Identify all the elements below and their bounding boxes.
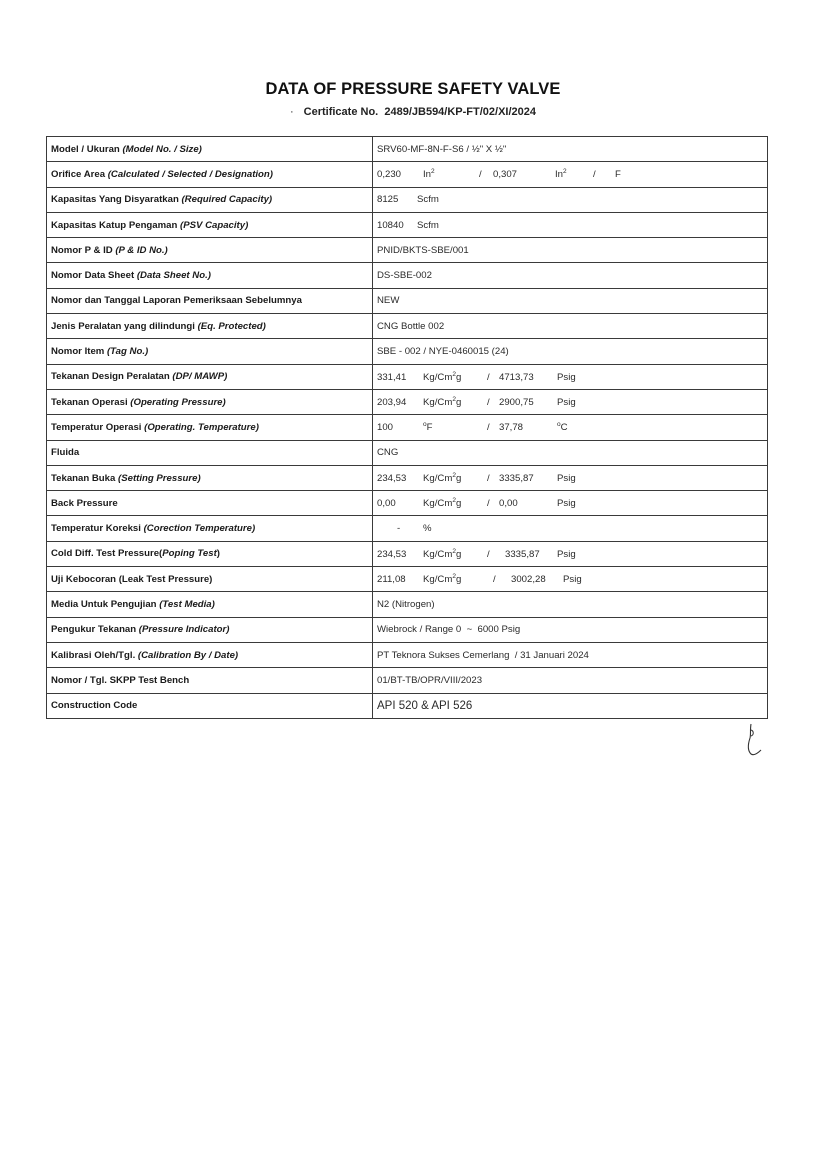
table-row (47, 440, 768, 465)
row-label: Nomor P & ID (P & ID No.) (47, 238, 373, 263)
row-label: Tekanan Operasi (Operating Pressure) (47, 389, 373, 414)
row-value: 211,08 Kg/Cm$^2$g / 3002,28 Psig (373, 567, 768, 592)
row-value: DS-SBE-002 (373, 263, 768, 288)
row-label: Cold Diff. Test Pressure(Poping Test) (47, 541, 373, 566)
table-row (47, 642, 768, 667)
row-value: 8125 Scfm (373, 187, 768, 212)
row-label: Nomor dan Tanggal Laporan Pemeriksaan Sebelumnya (47, 288, 373, 313)
row-value: 0,00 Kg/Cm$^2$g / 0,00 Psig (373, 491, 768, 516)
table-row (47, 238, 768, 263)
row-label: Fluida (47, 440, 373, 465)
table-row (47, 314, 768, 339)
row-value: NEW (373, 288, 768, 313)
certificate-number: 2489/JB594/KP-FT/02/XI/2024 (384, 106, 537, 118)
row-value: - % (373, 516, 768, 541)
row-label: Model / Ukuran (Model No. / Size) (47, 137, 373, 162)
row-label: Construction Code (47, 693, 373, 718)
row-label: Jenis Peralatan yang dilindungi (Eq. Protected) (47, 314, 373, 339)
row-value: SRV60-MF-8N-F-S6 / ½" X ½" (373, 137, 768, 162)
row-value: SBE - 002 / NYE-0460015 (24) (373, 339, 768, 364)
document-title: DATA OF PRESSURE SAFETY VALVE (265, 80, 561, 98)
row-value: PNID/BKTS-SBE/001 (373, 238, 768, 263)
table-row (47, 415, 768, 440)
bullet-icon: · (289, 106, 294, 118)
row-value: 100 $^o$F / 37,78 $^o$C (373, 415, 768, 440)
table-row (47, 187, 768, 212)
row-value: Wiebrock / Range 0 ~ 6000 Psig (373, 617, 768, 642)
row-label: Kapasitas Yang Disyaratkan (Required Capacity) (47, 187, 373, 212)
row-label: Tekanan Design Peralatan (DP/ MAWP) (47, 364, 373, 389)
row-value: PT Teknora Sukses Cemerlang / 31 Januari 2024 (373, 642, 768, 667)
table-row (47, 567, 768, 592)
row-label: Kalibrasi Oleh/Tgl. (Calibration By / Date) (47, 642, 373, 667)
row-label: Nomor Item (Tag No.) (47, 339, 373, 364)
table-row (47, 339, 768, 364)
table-row (47, 541, 768, 566)
row-value: 234,53 Kg/Cm$^2$g / 3335,87 Psig (373, 541, 768, 566)
table-row (47, 465, 768, 490)
table-row (47, 263, 768, 288)
row-label: Pengukur Tekanan (Pressure Indicator) (47, 617, 373, 642)
table-row (47, 364, 768, 389)
row-label: Temperatur Operasi (Operating. Temperature) (47, 415, 373, 440)
row-value: 10840 Scfm (373, 212, 768, 237)
row-label: Uji Kebocoran (Leak Test Pressure) (47, 567, 373, 592)
table-row (47, 288, 768, 313)
table-row (47, 162, 768, 187)
row-value: 234,53 Kg/Cm$^2$g / 3335,87 Psig (373, 465, 768, 490)
row-value: 0,230 In$^2$ / 0,307 In$^2$ / F (373, 162, 768, 187)
row-label: Temperatur Koreksi (Corection Temperature) (47, 516, 373, 541)
table-row (47, 137, 768, 162)
row-value: 01/BT-TB/OPR/VIII/2023 (373, 668, 768, 693)
row-label: Kapasitas Katup Pengaman (PSV Capacity) (47, 212, 373, 237)
table-row (47, 389, 768, 414)
table-row (47, 212, 768, 237)
row-label: Nomor Data Sheet (Data Sheet No.) (47, 263, 373, 288)
table-row (47, 668, 768, 693)
row-label: Tekanan Buka (Setting Pressure) (47, 465, 373, 490)
row-value: N2 (Nitrogen) (373, 592, 768, 617)
row-value: 203,94 Kg/Cm$^2$g / 2900,75 Psig (373, 389, 768, 414)
row-label: Back Pressure (47, 491, 373, 516)
table-row (47, 617, 768, 642)
row-value: CNG (373, 440, 768, 465)
row-value: 331,41 Kg/Cm$^2$g / 4713,73 Psig (373, 364, 768, 389)
certificate-label: Certificate No. (303, 106, 379, 118)
row-value: API 520 & API 526 (373, 693, 768, 718)
table-row (47, 516, 768, 541)
row-label: Nomor / Tgl. SKPP Test Bench (47, 668, 373, 693)
valve-data-table (46, 136, 768, 719)
certificate-line (0, 106, 826, 118)
table-row (47, 491, 768, 516)
row-label: Media Untuk Pengujian (Test Media) (47, 592, 373, 617)
row-value: CNG Bottle 002 (373, 314, 768, 339)
table-row (47, 693, 768, 718)
table-row (47, 592, 768, 617)
row-label: Orifice Area (Calculated / Selected / Designation) (47, 162, 373, 187)
signature-initial (743, 722, 765, 758)
